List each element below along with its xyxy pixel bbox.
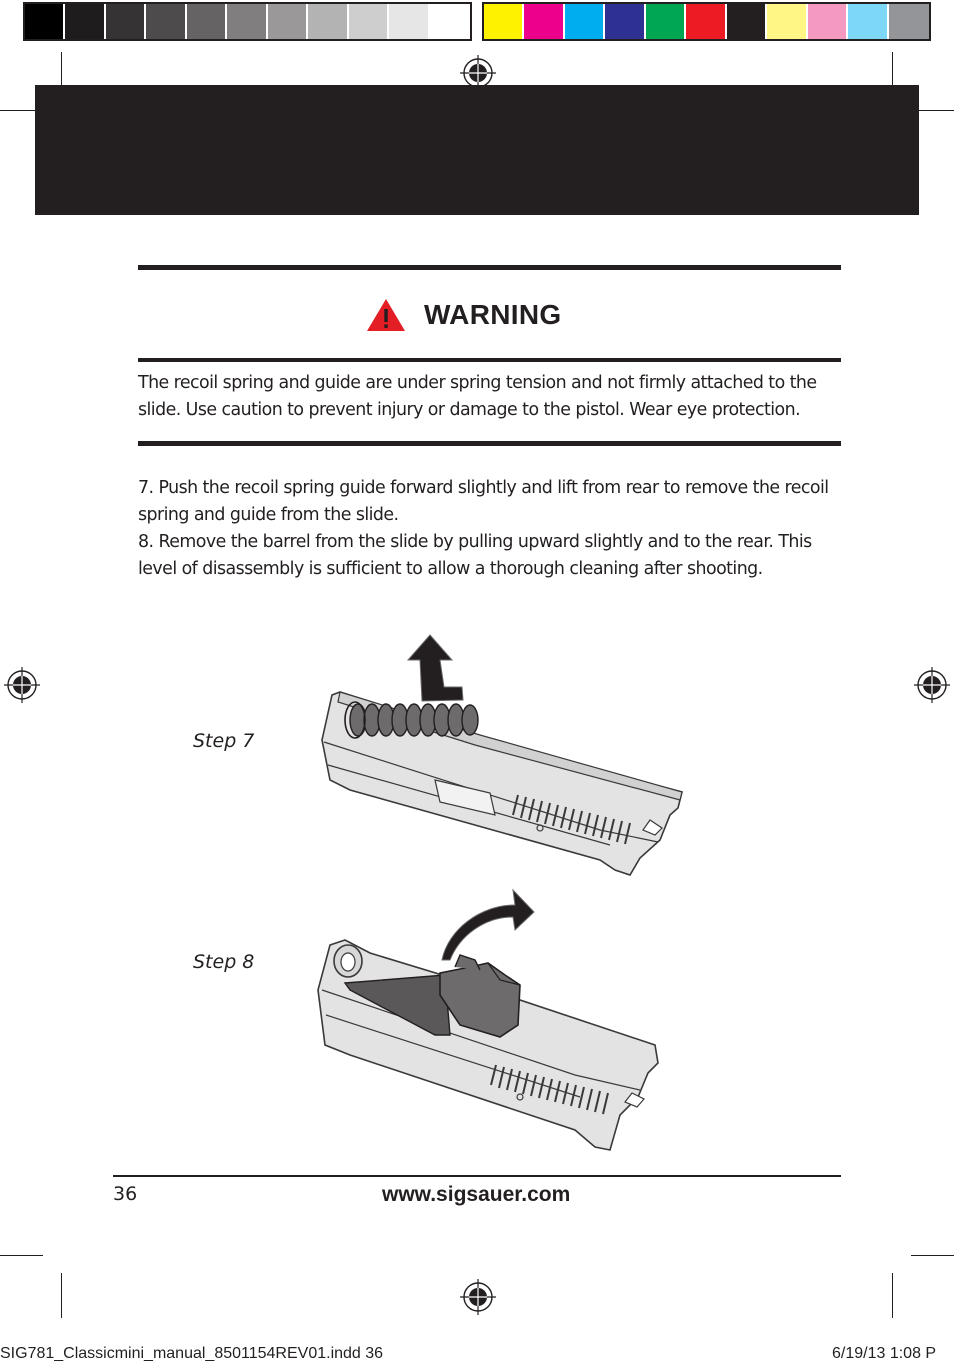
warning-triangle-icon — [366, 298, 406, 332]
color-swatch — [349, 4, 389, 39]
warning-text: The recoil spring and guide are under spring tension and not firmly attached to the slide. Use caution to prevent injury or damage to the pistol. Wear eye protection. — [138, 373, 817, 420]
up-arrow-icon — [408, 635, 463, 701]
color-swatch — [565, 4, 605, 39]
color-swatch — [308, 4, 348, 39]
gray-color-bar — [23, 2, 472, 41]
website-url[interactable]: www.sigsauer.com — [382, 1183, 571, 1206]
warning-title: WARNING — [424, 299, 562, 330]
step-8-illustration — [310, 885, 675, 1160]
color-swatch — [65, 4, 105, 39]
crop-mark — [61, 1273, 62, 1318]
color-swatch — [727, 4, 767, 39]
registration-mark-icon — [914, 667, 950, 703]
step-7-text: 7. Push the recoil spring guide forward slightly and lift from rear to remove the recoil spring and guide from the slide. — [138, 478, 829, 525]
step-instructions — [138, 475, 844, 583]
process-color-bar — [482, 2, 931, 41]
color-swatch — [430, 4, 470, 39]
color-swatch — [808, 4, 848, 39]
step-8-label: Step 8 — [193, 951, 255, 973]
warning-top-rule — [138, 265, 841, 270]
color-swatch — [106, 4, 146, 39]
crop-mark — [0, 1255, 43, 1256]
color-swatch — [686, 4, 726, 39]
color-swatch — [389, 4, 429, 39]
warning-middle-rule — [138, 358, 841, 362]
color-swatch — [484, 4, 524, 39]
curved-arrow-icon — [442, 890, 534, 960]
registration-mark-icon — [460, 1279, 496, 1315]
color-swatch — [227, 4, 267, 39]
color-swatch — [767, 4, 807, 39]
header-band — [35, 85, 919, 215]
slug-filename: SIG781_Classicmini_manual_8501154REV01.indd 36 — [0, 1345, 384, 1362]
color-swatch — [848, 4, 888, 39]
registration-mark-icon — [4, 667, 40, 703]
slug-datetime: 6/19/13 1:08 P — [832, 1345, 937, 1362]
crop-mark — [892, 1273, 893, 1318]
color-swatch — [524, 4, 564, 39]
color-swatch — [605, 4, 645, 39]
color-swatch — [889, 4, 929, 39]
color-swatch — [187, 4, 227, 39]
color-swatch — [146, 4, 186, 39]
footer-rule — [113, 1175, 841, 1177]
color-swatch — [25, 4, 65, 39]
color-swatch — [268, 4, 308, 39]
color-swatch — [646, 4, 686, 39]
crop-mark — [911, 1255, 954, 1256]
step-7-illustration — [310, 630, 695, 885]
warning-bottom-rule — [138, 441, 841, 446]
page-number: 36 — [113, 1183, 138, 1205]
step-7-label: Step 7 — [193, 730, 255, 752]
step-8-text: 8. Remove the barrel from the slide by pulling upward slightly and to the rear. This level of disassembly is sufficient to allow a thorough cleaning after shooting. — [138, 532, 812, 579]
